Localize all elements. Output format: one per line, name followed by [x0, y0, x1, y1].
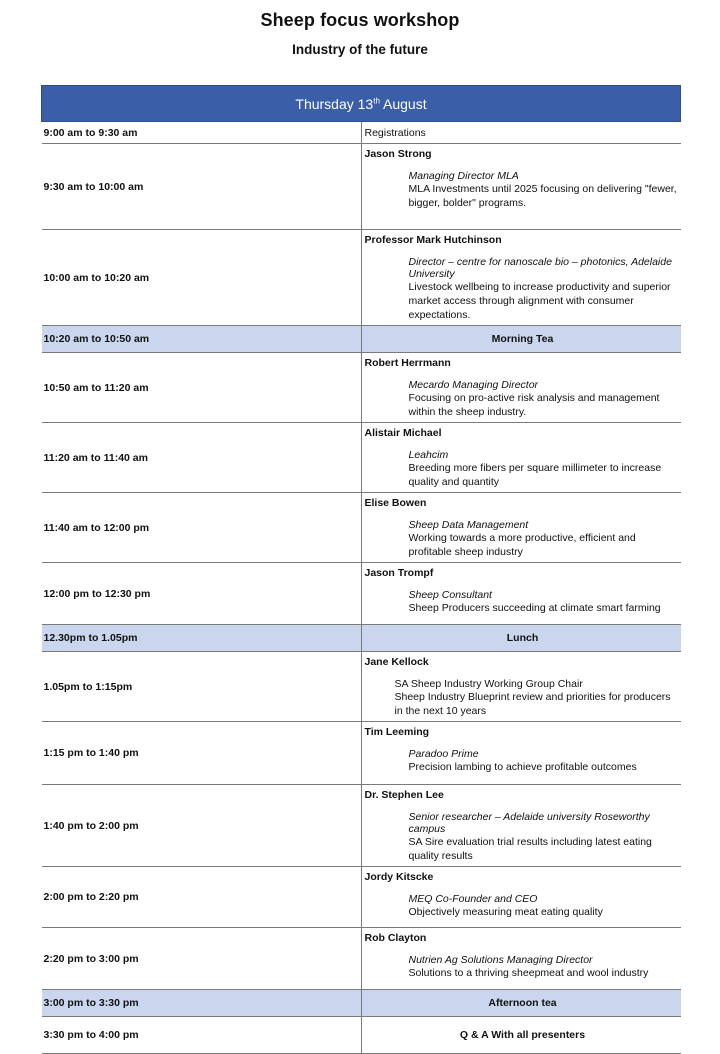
break-label: Afternoon tea [488, 997, 557, 1009]
day-month: August [383, 95, 427, 112]
agenda-table [41, 85, 681, 1054]
schedule-row [42, 928, 681, 990]
speaker-name: Dr. Stephen Lee [364, 789, 444, 801]
detail-cell [361, 563, 681, 625]
speaker-role: Managing Director MLA [408, 170, 519, 182]
schedule-row [42, 122, 681, 144]
break-label: Morning Tea [491, 333, 554, 345]
day-label: Thursday 13 [295, 95, 374, 112]
day-header [42, 86, 681, 122]
speaker-name: Jane Kellock [364, 656, 429, 668]
detail-cell [361, 230, 681, 326]
speaker-role: SA Sheep Industry Working Group Chair [394, 678, 583, 690]
schedule-row [42, 493, 681, 563]
talk-description: Sheep Industry Blueprint review and priorities for producers in the next 10 years [394, 691, 671, 717]
detail-cell [361, 144, 681, 230]
schedule-row [42, 652, 681, 722]
page-subtitle: Industry of the future [292, 42, 428, 57]
time-cell: 10:50 am to 11:20 am [42, 353, 362, 423]
detail-cell [361, 928, 681, 990]
talk-description: Precision lambing to achieve profitable outcomes [408, 761, 637, 773]
speaker-role: Nutrien Ag Solutions Managing Director [408, 954, 593, 966]
schedule-row [42, 230, 681, 326]
time-cell: 1:15 pm to 1:40 pm [42, 722, 362, 785]
detail-cell [361, 652, 681, 722]
speaker-name: Jason Strong [364, 148, 432, 160]
time-cell: 1.05pm to 1:15pm [42, 652, 362, 722]
detail-cell [361, 867, 681, 928]
schedule-row [42, 144, 681, 230]
time-cell: 10:00 am to 10:20 am [42, 230, 362, 326]
detail-cell [361, 493, 681, 563]
speaker-name: Jordy Kitscke [364, 871, 434, 883]
speaker-name: Rob Clayton [364, 932, 427, 944]
time-cell: 9:00 am to 9:30 am [42, 122, 362, 144]
time-cell: 2:20 pm to 3:00 pm [42, 928, 362, 990]
page-title: Sheep focus workshop [260, 10, 460, 30]
speaker-role: Director – centre for nanoscale bio – photonics, Adelaide University [408, 256, 672, 280]
talk-description: Focusing on pro-active risk analysis and management within the sheep industry. [408, 392, 660, 418]
time-cell: 3:30 pm to 4:00 pm [42, 1017, 362, 1054]
break-row [42, 625, 681, 652]
speaker-name: Jason Trompf [364, 567, 434, 579]
time-cell: 1:40 pm to 2:00 pm [42, 785, 362, 867]
detail-cell [361, 326, 681, 353]
talk-description: Working towards a more productive, efficient and profitable sheep industry [408, 532, 636, 558]
break-label: Lunch [506, 632, 539, 644]
time-cell: 2:00 pm to 2:20 pm [42, 867, 362, 928]
schedule-row [42, 563, 681, 625]
speaker-name: Elise Bowen [364, 497, 427, 509]
speaker-name: Tim Leeming [364, 726, 430, 738]
speaker-role: Sheep Data Management [408, 519, 529, 531]
session-label: Registrations [364, 126, 426, 139]
time-cell: 11:40 am to 12:00 pm [42, 493, 362, 563]
speaker-role: Paradoo Prime [408, 748, 479, 760]
speaker-role: Leahcim [408, 449, 449, 461]
detail-cell [361, 785, 681, 867]
speaker-role: Mecardo Managing Director [408, 379, 539, 391]
detail-cell [361, 1017, 681, 1054]
detail-cell [361, 990, 681, 1017]
speaker-name: Robert Herrmann [364, 357, 451, 369]
schedule-row [42, 785, 681, 867]
talk-description: Solutions to a thriving sheepmeat and wool industry [408, 967, 649, 979]
time-cell: 3:00 pm to 3:30 pm [42, 990, 362, 1017]
schedule-row [42, 722, 681, 785]
day-suffix: th [373, 95, 380, 105]
schedule-row [42, 867, 681, 928]
detail-cell [361, 423, 681, 493]
break-row [42, 990, 681, 1017]
speaker-name: Professor Mark Hutchinson [364, 234, 502, 246]
talk-description: Sheep Producers succeeding at climate smart farming [408, 602, 661, 614]
detail-cell [361, 122, 681, 144]
speaker-name: Alistair Michael [364, 427, 442, 439]
session-label: Q & A With all presenters [459, 1029, 586, 1041]
speaker-role: Sheep Consultant [408, 589, 492, 601]
talk-description: Breeding more fibers per square millimeter to increase quality and quantity [408, 462, 662, 488]
break-row [42, 326, 681, 353]
schedule-row [42, 423, 681, 493]
detail-cell [361, 722, 681, 785]
speaker-role: MEQ Co-Founder and CEO [408, 893, 538, 905]
schedule-row [42, 1017, 681, 1054]
time-cell: 11:20 am to 11:40 am [42, 423, 362, 493]
detail-cell [361, 353, 681, 423]
time-cell: 12.30pm to 1.05pm [42, 625, 362, 652]
schedule-row [42, 353, 681, 423]
time-cell: 10:20 am to 10:50 am [42, 326, 362, 353]
talk-description: SA Sire evaluation trial results including latest eating quality results [408, 836, 652, 862]
day-header-row [42, 86, 681, 122]
talk-description: Objectively measuring meat eating quality [408, 906, 603, 918]
speaker-role: Senior researcher – Adelaide university Roseworthy campus [408, 811, 650, 835]
detail-cell [361, 625, 681, 652]
talk-description: Livestock wellbeing to increase productivity and superior market access through alignment with consumer expectations. [408, 281, 671, 321]
time-cell: 12:00 pm to 12:30 pm [42, 563, 362, 625]
time-cell: 9:30 am to 10:00 am [42, 144, 362, 230]
talk-description: MLA Investments until 2025 focusing on delivering "fewer, bigger, bolder" programs. [408, 183, 677, 209]
